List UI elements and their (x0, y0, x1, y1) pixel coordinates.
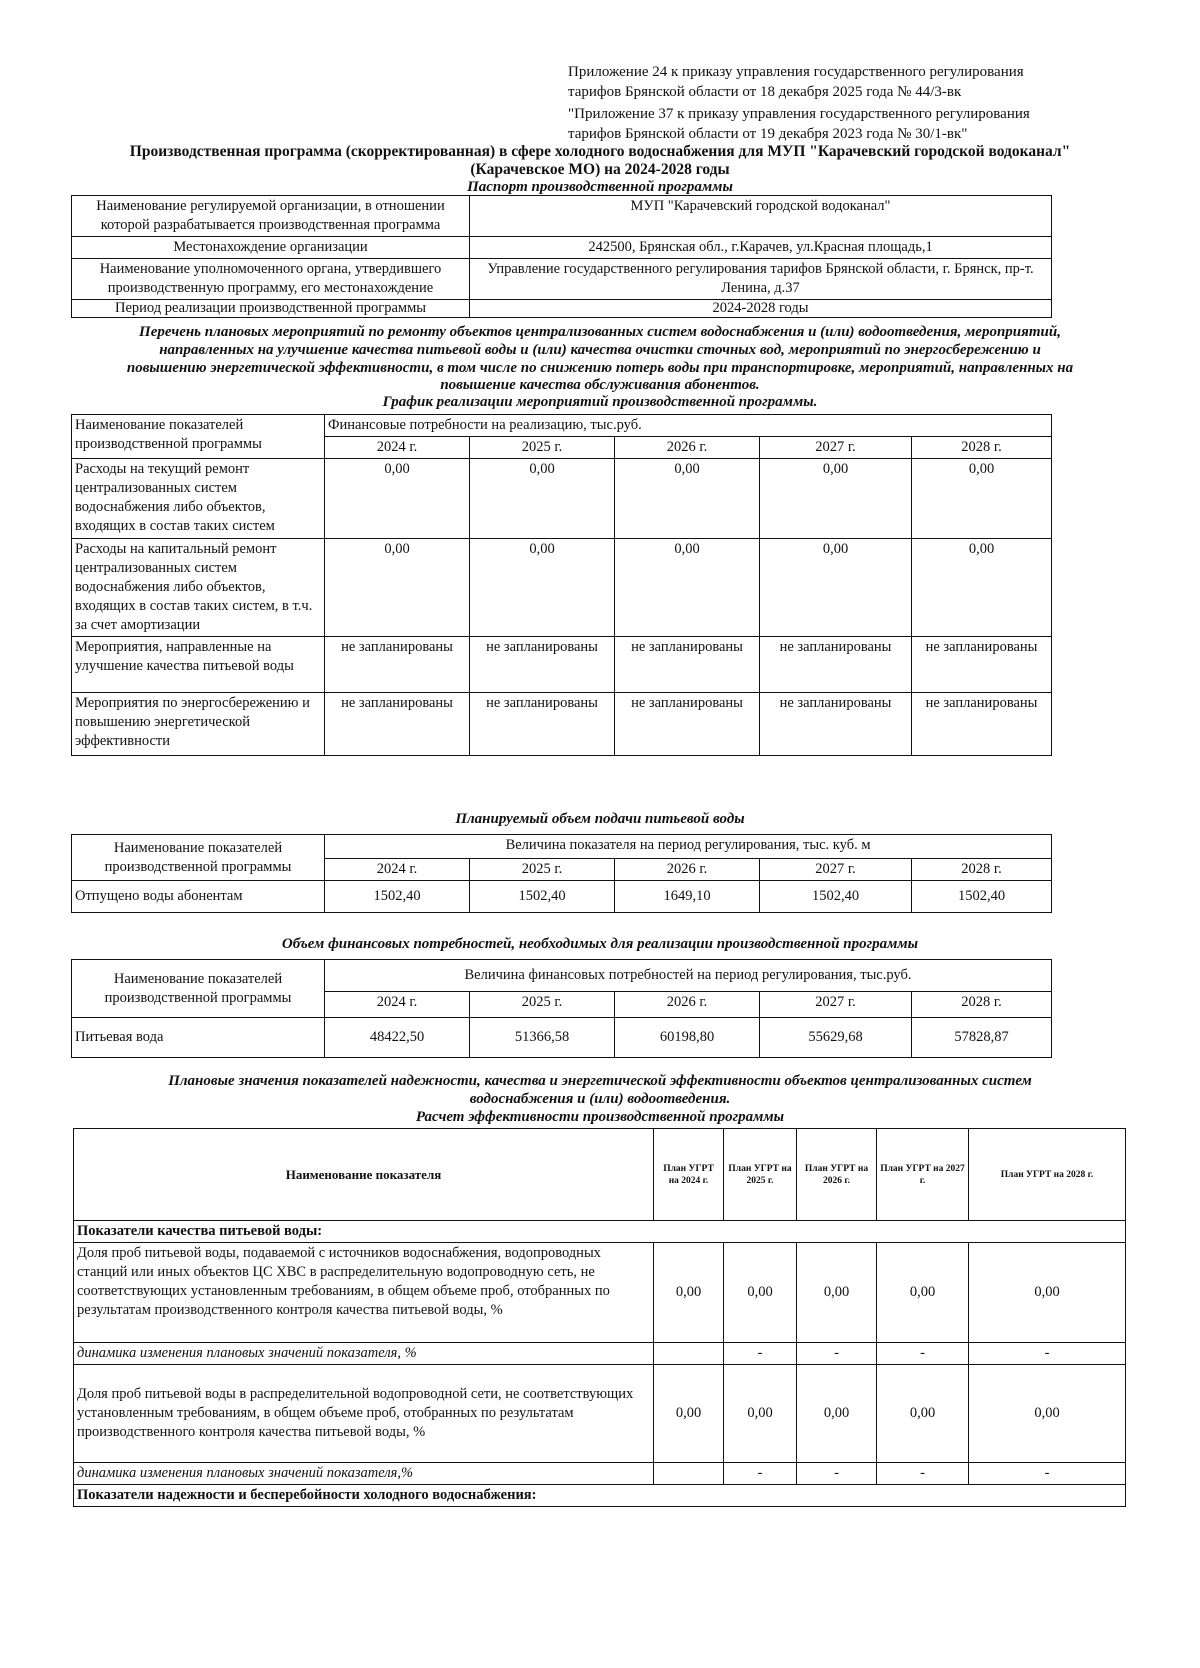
appendix-line-3: "Приложение 37 к приказу управления государственного регулирования (568, 106, 1030, 122)
finance-cell: 51366,58 (470, 1018, 615, 1058)
table-row (74, 1463, 1126, 1485)
year-header: 2024 г. (325, 437, 470, 459)
dynamics-label: динамика изменения плановых значений показателя,% (74, 1463, 654, 1485)
schedule-table (71, 414, 1052, 756)
year-header: 2028 г. (912, 859, 1052, 881)
indicator-cell: 0,00 (877, 1365, 969, 1463)
section-row (74, 1221, 1126, 1243)
indicator-label: Доля проб питьевой воды, подаваемой с источников водоснабжения, водопроводных станций или иных объектов ЦС ХВС в распределительную водопроводную сеть, не соответствующих установленным требованиям, в общем объеме проб, отобранных по результатам производственного контроля качества питьевой воды, % (74, 1243, 654, 1343)
efficiency-caption-line-3: Расчет эффективности производственной программы (415, 1109, 785, 1125)
year-header: 2027 г. (760, 992, 912, 1018)
indicator-cell: 0,00 (797, 1243, 877, 1343)
dynamics-cell: - (797, 1463, 877, 1485)
schedule-header-row (72, 415, 1052, 437)
year-header: 2028 г. (912, 437, 1052, 459)
table-row (72, 1018, 1052, 1058)
schedule-cell: не запланированы (912, 693, 1052, 756)
year-header: 2025 г. (470, 859, 615, 881)
passport-label: Наименование уполномоченного органа, утвердившего производственную программу, его местонахождение (72, 259, 470, 300)
section-row (74, 1485, 1126, 1507)
schedule-cell: 0,00 (325, 539, 470, 637)
indicator-cell: 0,00 (724, 1365, 797, 1463)
schedule-row-label: Расходы на капитальный ремонт централизованных систем водоснабжения либо объектов, входящих в состав таких систем, в т.ч. за счет амортизации (72, 539, 325, 637)
volume-header-right: Величина показателя на период регулирования, тыс. куб. м (325, 835, 1052, 859)
dynamics-cell (654, 1343, 724, 1365)
indicator-cell: 0,00 (654, 1243, 724, 1343)
year-header: 2025 г. (470, 437, 615, 459)
volume-caption: Планируемый объем подачи питьевой воды (455, 811, 745, 827)
dynamics-cell: - (877, 1463, 969, 1485)
table-row (74, 1365, 1126, 1463)
program-title-line-2: (Карачевское МО) на 2024-2028 годы (470, 161, 730, 178)
measures-caption-line-1: Перечень плановых мероприятий по ремонту объектов централизованных систем водоснабжения и (или) водоотведения, мероприятий, (139, 324, 1061, 340)
volume-row-label: Отпущено воды абонентам (72, 881, 325, 913)
passport-label: Местонахождение организации (72, 237, 470, 259)
schedule-cell: не запланированы (912, 637, 1052, 693)
finance-header-row (72, 960, 1052, 992)
volume-cell: 1502,40 (760, 881, 912, 913)
indicator-cell: 0,00 (969, 1243, 1126, 1343)
plan-header: План УГРТ на 2028 г. (969, 1129, 1126, 1221)
year-header: 2026 г. (615, 992, 760, 1018)
schedule-cell: 0,00 (760, 459, 912, 539)
passport-value: МУП "Карачевский городской водоканал" (470, 196, 1052, 237)
table-row (72, 459, 1052, 539)
year-header: 2028 г. (912, 992, 1052, 1018)
finance-cell: 55629,68 (760, 1018, 912, 1058)
plan-header: План УГРТ на 2027 г. (877, 1129, 969, 1221)
schedule-cell: не запланированы (615, 637, 760, 693)
schedule-cell: 0,00 (470, 459, 615, 539)
dynamics-cell: - (724, 1343, 797, 1365)
appendix-line-1: Приложение 24 к приказу управления государственного регулирования (568, 64, 1024, 80)
passport-value: 242500, Брянская обл., г.Карачев, ул.Красная площадь,1 (470, 237, 1052, 259)
volume-cell: 1502,40 (325, 881, 470, 913)
measures-caption-line-3: повышению энергетической эффективности, в том числе по снижению потерь воды при транспортировке, мероприятий, направленных на (126, 360, 1074, 376)
volume-table (71, 834, 1052, 913)
schedule-cell: не запланированы (325, 637, 470, 693)
efficiency-caption-line-1: Плановые значения показателей надежности, качества и энергетической эффективности объектов централизованных систем (168, 1073, 1032, 1089)
finance-table (71, 959, 1052, 1058)
volume-header-left: Наименование показателей производственной программы (72, 835, 325, 881)
efficiency-table (73, 1128, 1126, 1507)
indicator-label: Доля проб питьевой воды в распределительной водопроводной сети, не соответствующих установленным требованиям, в общем объеме проб, отобранных по результатам производственного контроля качества питьевой воды, % (74, 1365, 654, 1463)
passport-row (72, 300, 1052, 318)
indicator-cell: 0,00 (654, 1365, 724, 1463)
plan-header: План УГРТ на 2026 г. (797, 1129, 877, 1221)
appendix-line-4: тарифов Брянской области от 19 декабря 2023 года № 30/1-вк" (568, 126, 968, 142)
measures-caption-line-5: График реализации мероприятий производственной программы. (382, 394, 818, 410)
schedule-cell: не запланированы (470, 693, 615, 756)
dynamics-cell: - (797, 1343, 877, 1365)
passport-value: Управление государственного регулирования тарифов Брянской области, г. Брянск, пр-т. Ленина, д.37 (470, 259, 1052, 300)
finance-cell: 60198,80 (615, 1018, 760, 1058)
passport-caption: Паспорт производственной программы (467, 179, 733, 195)
finance-header-right: Величина финансовых потребностей на период регулирования, тыс.руб. (325, 960, 1052, 992)
table-row (74, 1243, 1126, 1343)
passport-label: Наименование регулируемой организации, в отношении которой разрабатывается производственная программа (72, 196, 470, 237)
dynamics-cell: - (724, 1463, 797, 1485)
schedule-cell: 0,00 (470, 539, 615, 637)
schedule-cell: 0,00 (325, 459, 470, 539)
table-row (74, 1343, 1126, 1365)
efficiency-caption-line-2: водоснабжения и (или) водоотведения. (469, 1091, 731, 1107)
schedule-header-right: Финансовые потребности на реализацию, тыс.руб. (325, 415, 1052, 437)
passport-row (72, 196, 1052, 237)
appendix-line-2: тарифов Брянской области от 18 декабря 2025 года № 44/3-вк (568, 84, 962, 100)
passport-row (72, 237, 1052, 259)
dynamics-cell: - (969, 1463, 1126, 1485)
plan-header: План УГРТ на 2024 г. (654, 1129, 724, 1221)
schedule-cell: не запланированы (615, 693, 760, 756)
year-header: 2027 г. (760, 437, 912, 459)
section-reliability-heading: Показатели надежности и бесперебойности холодного водоснабжения: (74, 1485, 1126, 1507)
schedule-cell: 0,00 (912, 459, 1052, 539)
section-quality-heading: Показатели качества питьевой воды: (74, 1221, 1126, 1243)
dynamics-cell (654, 1463, 724, 1485)
finance-caption: Объем финансовых потребностей, необходимых для реализации производственной программы (281, 936, 919, 952)
table-row (72, 693, 1052, 756)
schedule-cell: 0,00 (615, 539, 760, 637)
year-header: 2026 г. (615, 437, 760, 459)
schedule-cell: не запланированы (760, 637, 912, 693)
measures-caption-line-4: повышение качества обслуживания абонентов. (440, 377, 760, 393)
volume-header-row (72, 835, 1052, 859)
program-title-line-1: Производственная программа (скорректированная) в сфере холодного водоснабжения для МУП "Карачевский городской водоканал" (129, 143, 1071, 160)
schedule-row-label: Мероприятия, направленные на улучшение качества питьевой воды (72, 637, 325, 693)
year-header: 2024 г. (325, 992, 470, 1018)
year-header: 2026 г. (615, 859, 760, 881)
table-row (72, 539, 1052, 637)
efficiency-header-name: Наименование показателя (74, 1129, 654, 1221)
indicator-cell: 0,00 (969, 1365, 1126, 1463)
schedule-cell: не запланированы (325, 693, 470, 756)
dynamics-cell: - (877, 1343, 969, 1365)
year-header: 2025 г. (470, 992, 615, 1018)
volume-cell: 1502,40 (912, 881, 1052, 913)
dynamics-label: динамика изменения плановых значений показателя, % (74, 1343, 654, 1365)
plan-header: План УГРТ на 2025 г. (724, 1129, 797, 1221)
year-header: 2027 г. (760, 859, 912, 881)
dynamics-cell: - (969, 1343, 1126, 1365)
passport-value: 2024-2028 годы (470, 300, 1052, 318)
finance-cell: 48422,50 (325, 1018, 470, 1058)
indicator-cell: 0,00 (797, 1365, 877, 1463)
passport-label: Период реализации производственной программы (72, 300, 470, 318)
passport-table (71, 195, 1052, 318)
schedule-row-label: Мероприятия по энергосбережению и повышению энергетической эффективности (72, 693, 325, 756)
volume-cell: 1649,10 (615, 881, 760, 913)
schedule-cell: 0,00 (760, 539, 912, 637)
volume-cell: 1502,40 (470, 881, 615, 913)
efficiency-header-row (74, 1129, 1126, 1221)
finance-row-label: Питьевая вода (72, 1018, 325, 1058)
schedule-cell: 0,00 (912, 539, 1052, 637)
finance-cell: 57828,87 (912, 1018, 1052, 1058)
schedule-cell: 0,00 (615, 459, 760, 539)
schedule-cell: не запланированы (470, 637, 615, 693)
table-row (72, 881, 1052, 913)
schedule-header-left: Наименование показателей производственной программы (72, 415, 325, 459)
indicator-cell: 0,00 (877, 1243, 969, 1343)
table-row (72, 637, 1052, 693)
passport-row (72, 259, 1052, 300)
finance-header-left: Наименование показателей производственной программы (72, 960, 325, 1018)
schedule-row-label: Расходы на текущий ремонт централизованных систем водоснабжения либо объектов, входящих в состав таких систем (72, 459, 325, 539)
year-header: 2024 г. (325, 859, 470, 881)
schedule-cell: не запланированы (760, 693, 912, 756)
indicator-cell: 0,00 (724, 1243, 797, 1343)
measures-caption-line-2: направленных на улучшение качества питьевой воды и (или) качества очистки сточных вод, мероприятий по энергосбережению и (159, 342, 1041, 358)
